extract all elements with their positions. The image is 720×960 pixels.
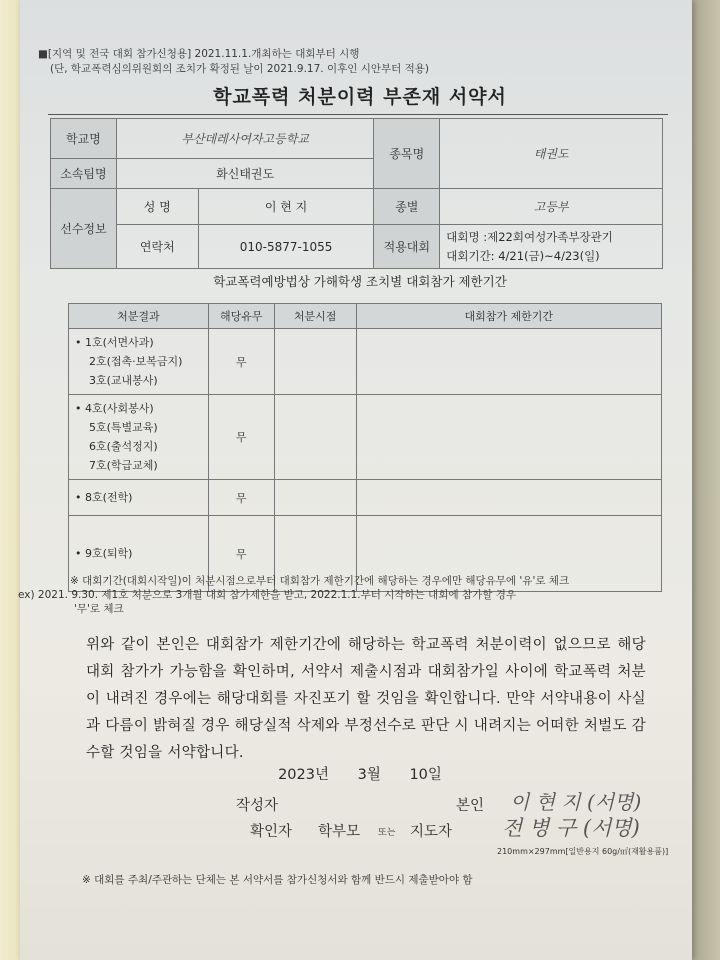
competition-name: 대회명 :제22회여성가족부장관기: [446, 229, 613, 244]
footnote-line-2: ex) 2021. 9.30. 제1호 처분으로 3개월 대회 참가제한을 받고, 2022.1.1.부터 시작하는 대회에 참가할 경우: [18, 589, 516, 601]
code-4: • 4호(사회봉사): [75, 402, 154, 415]
code-5: 5호(특별교육): [89, 421, 158, 434]
table-row: [69, 480, 662, 516]
code-7: 7호(학급교체): [89, 459, 158, 472]
title-divider: [48, 114, 668, 115]
document-title: 학교폭력 처분이력 부존재 서약서: [213, 86, 507, 108]
school-value: 부산데레사여자고등학교: [116, 119, 374, 159]
competition-label: 적용대회: [374, 225, 440, 269]
self-label: 본인: [456, 798, 485, 814]
or-label: 또는: [378, 828, 396, 838]
codes-cell: [69, 480, 209, 516]
restriction-table: [68, 303, 662, 592]
event-label: 종목명: [374, 119, 440, 189]
period-cell: [356, 480, 661, 516]
date-month: 3월: [357, 767, 381, 783]
footnote-line-1: ※ 대회기간(대회시작일)이 처분시점으로부터 대회참가 제한기간에 해당하는 경우에만 해당유무에 '유'로 체크: [70, 575, 570, 587]
notice-header: [38, 47, 668, 77]
pledge-date: [0, 763, 720, 784]
date-year: 2023년: [278, 767, 329, 783]
time-cell: [274, 480, 356, 516]
event-value: 태권도: [440, 119, 663, 189]
category-label: 종별: [374, 189, 440, 225]
time-cell: [274, 395, 356, 480]
self-signature: 이 현 지 (서명): [510, 790, 642, 814]
name-value: 이 현 지: [198, 189, 374, 225]
coach-label: 지도자: [410, 824, 453, 840]
applies-cell: 무: [208, 516, 274, 592]
team-label: 소속팀명: [51, 159, 117, 189]
header-applies: 해당유무: [208, 304, 274, 329]
header-result: 처분결과: [69, 304, 209, 329]
team-value: 화신태권도: [116, 159, 374, 189]
paper-spec: 210mm×297mm[일반용지 60g/㎡(재활용품)]: [497, 847, 669, 856]
header-period: 대회참가 제한기간: [356, 304, 661, 329]
period-cell: [356, 395, 661, 480]
notice-line-2: (단, 학교폭력심의위원회의 조치가 확정된 날이 2021.9.17. 이후인 시안부터 적용): [50, 63, 430, 75]
applies-cell: 무: [208, 480, 274, 516]
competition-period: 대회기간: 4/21(금)~4/23(일): [446, 248, 600, 263]
school-label: 학교명: [51, 119, 117, 159]
competition-value: [440, 225, 663, 269]
code-9: • 9호(퇴학): [75, 547, 133, 560]
bottom-note: ※ 대회를 주최/주관하는 단체는 본 서약서를 참가신청서와 함께 반드시 제출받아야 함: [82, 874, 473, 886]
name-label: 성 명: [116, 189, 198, 225]
table-row: [69, 395, 662, 480]
header-time: 처분시점: [274, 304, 356, 329]
footnote: [18, 574, 670, 616]
code-6: 6호(출석정지): [89, 440, 158, 453]
code-8: • 8호(전학): [75, 491, 133, 504]
period-cell: [356, 329, 661, 395]
writer-label: 작성자: [236, 798, 279, 814]
code-2: 2호(접촉·보복금지): [89, 355, 183, 368]
background-wall-right: [690, 0, 720, 960]
pledge-body: 위와 같이 본인은 대회참가 제한기간에 해당하는 학교폭력 처분이력이 없으므로 해당 대회 참가가 가능함을 확인하며, 서약서 제출시점과 대회참가일 사이에 학교폭력 처분이 내려진 경우에는 해당대회를 자진포기 할 것임을 확인합니다. 만약 서약내용이 사실과 다름이 밝혀질 경우 해당실적 삭제와 부정선수로 판단 시 내려지는 어떠한 처벌도 감수할 것임을 서약합니다.: [86, 637, 646, 761]
player-info-label: 선수정보: [51, 189, 117, 269]
code-1: • 1호(서면사과): [75, 336, 154, 349]
contact-value: 010-5877-1055: [198, 225, 374, 269]
date-day: 10일: [409, 767, 442, 783]
applies-cell: 무: [208, 329, 274, 395]
applies-cell: 무: [208, 395, 274, 480]
category-value: 고등부: [440, 189, 663, 225]
time-cell: [274, 329, 356, 395]
section-title: 학교폭력예방법상 가해학생 조치별 대회참가 제한기간: [213, 274, 507, 289]
footnote-line-3: '무'로 체크: [74, 603, 124, 615]
codes-cell: [69, 329, 209, 395]
table-row: [69, 329, 662, 395]
code-3: 3호(교내봉사): [89, 374, 158, 387]
contact-label: 연락처: [116, 225, 198, 269]
table-header-row: [69, 304, 662, 329]
codes-cell: [69, 395, 209, 480]
confirmer-label: 확인자: [250, 824, 293, 840]
coach-signature: 전 병 구 (서명): [502, 816, 640, 840]
notice-line-1: ■[지역 및 전국 대회 참가신청용] 2021.11.1.개최하는 대회부터 시행: [38, 48, 360, 60]
parent-label: 학부모: [318, 824, 361, 840]
info-table: [50, 118, 663, 269]
